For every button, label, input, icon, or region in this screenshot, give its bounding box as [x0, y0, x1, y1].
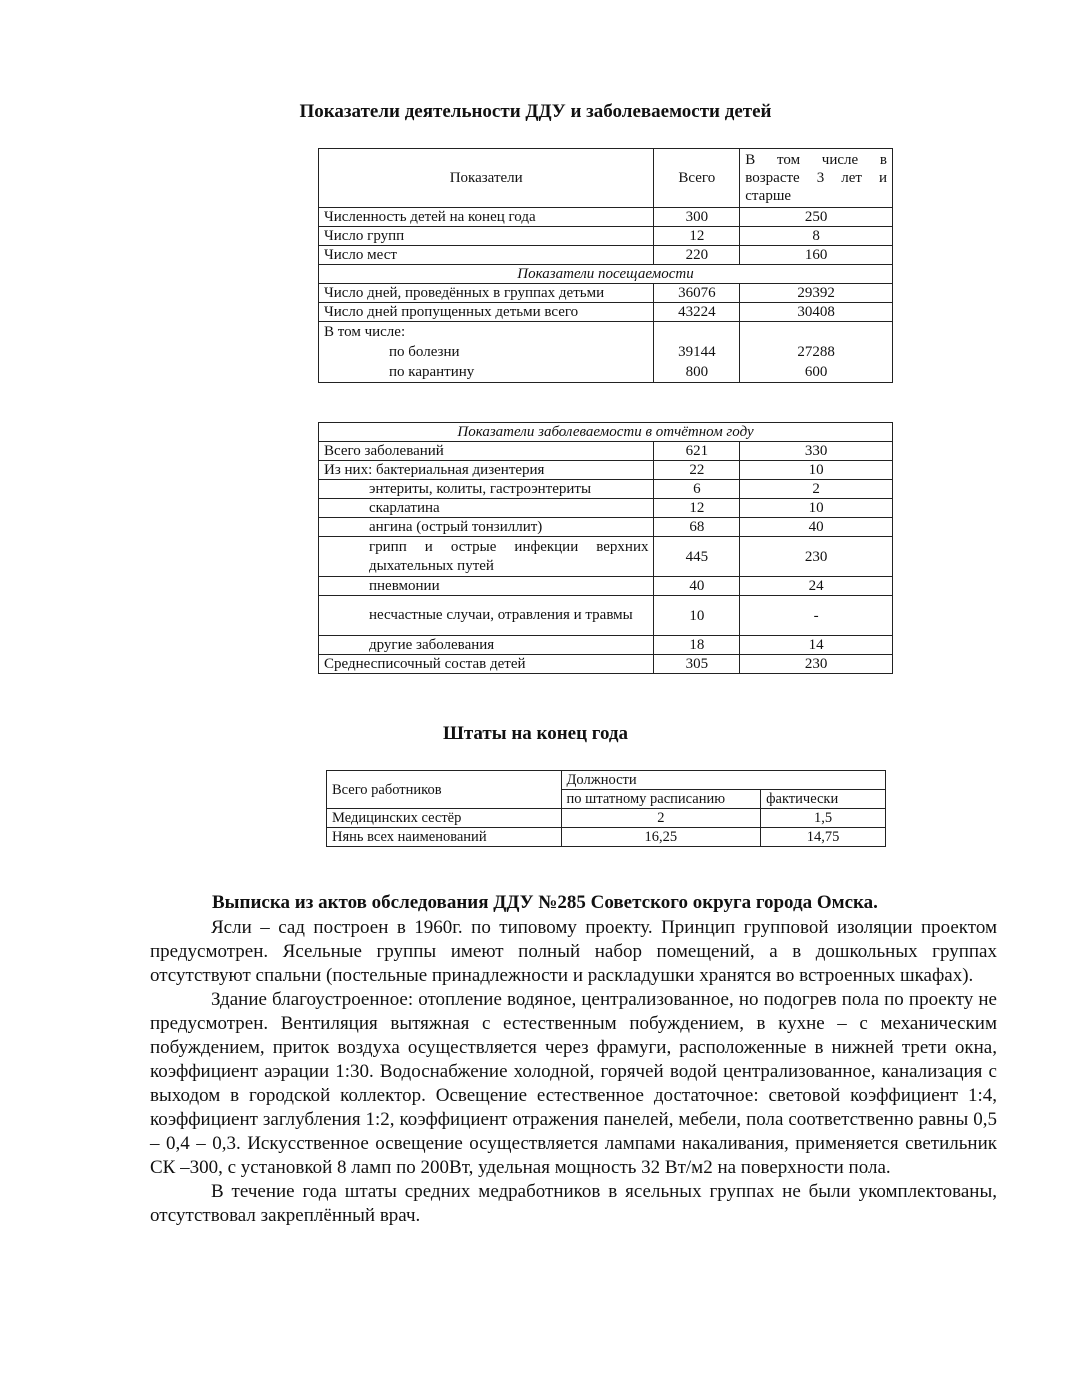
activity-table [318, 148, 893, 383]
row-total: 300 [654, 208, 740, 227]
staff-actual: 1,5 [761, 809, 886, 828]
row-label: Численность детей на конец года [319, 208, 654, 227]
row-older: 2 [740, 480, 893, 499]
including-total-cell [654, 322, 740, 383]
row-label: Число мест [319, 246, 654, 265]
row-label: Число дней пропущенных детьми всего [319, 303, 654, 322]
row-total: 36076 [654, 284, 740, 303]
inspection-text [150, 916, 997, 1228]
row-label: энтериты, колиты, гастроэнтериты [319, 480, 654, 499]
row-label: скарлатина [319, 499, 654, 518]
row-total: 220 [654, 246, 740, 265]
row-total: 18 [654, 636, 740, 655]
paragraph: Здание благоустроенное: отопление водяное, централизованное, но подогрев пола по проекту не предусмотрен. Вентиляция вытяжная с естественным побуждением, в кухне – с механическим побуждением, приток воздуха осуществляется через фрамуги, расположенные в нижней трети окна, коэффициент аэрации 1:30. Водоснабжение холодной, горячей водой централизованное, канализация с выходом в городской коллектор. Освещение естественное достаточное: световой коэффициент 1:4, коэффициент заглубления 1:2, коэффициент отражения панелей, мебели, пола соответственно равны 0,5 – 0,4 – 0,3. Искусственное освещение осуществляется лампами накаливания, применяется светильник СК –300, с установкой 8 ламп по 200Вт, удельная мощность 32 Вт/м2 на поверхности пола. [150, 989, 997, 1178]
row-label: пневмонии [319, 577, 654, 596]
row-label: Среднесписочный состав детей [319, 655, 654, 674]
including-older-cell [740, 322, 893, 383]
row-older: 14 [740, 636, 893, 655]
row-total: 621 [654, 442, 740, 461]
row-label: Всего заболеваний [319, 442, 654, 461]
row-older: 10 [740, 461, 893, 480]
row-label: ангина (острый тонзиллит) [319, 518, 654, 537]
staff-table [326, 770, 886, 847]
row-total: 43224 [654, 303, 740, 322]
row-total: 40 [654, 577, 740, 596]
row-total: 305 [654, 655, 740, 674]
row-total: 12 [654, 227, 740, 246]
sub-older: 600 [804, 364, 828, 380]
row-label: Число дней, проведённых в группах детьми [319, 284, 654, 303]
row-older: 330 [740, 442, 893, 461]
staff-label: Нянь всех наименований [327, 828, 562, 847]
inspection-heading: Выписка из актов обследования ДДУ №285 Советского округа города Омска. [212, 892, 878, 913]
sub-label: по карантину [389, 364, 475, 380]
row-older: 29392 [740, 284, 893, 303]
staff-planned: 2 [561, 809, 761, 828]
row-older: 40 [740, 518, 893, 537]
row-older: 30408 [740, 303, 893, 322]
header-older: В том числе в возрасте 3 лет и старше [740, 149, 893, 208]
row-total: 12 [654, 499, 740, 518]
header-total: Всего [654, 149, 740, 208]
row-label: Из них: бактериальная дизентерия [319, 461, 654, 480]
row-total: 6 [654, 480, 740, 499]
sub-label: по болезни [389, 344, 460, 360]
section-morbidity: Показатели заболеваемости в отчётном году [319, 423, 893, 442]
row-older: 250 [740, 208, 893, 227]
row-label: Число групп [319, 227, 654, 246]
row-label-text: несчастные случаи, отравления и травмы [369, 607, 633, 623]
morbidity-table [318, 422, 893, 674]
sub-older: 27288 [797, 344, 835, 360]
row-total: 445 [654, 537, 740, 577]
row-label-text: грипп и острые инфекции верхних дыхательных путей [369, 538, 649, 574]
header-indicators: Показатели [319, 149, 654, 208]
row-older: - [740, 596, 893, 636]
header-workers: Всего работников [327, 771, 562, 809]
row-label [319, 537, 654, 577]
sub-total: 800 [685, 364, 709, 380]
row-older: 10 [740, 499, 893, 518]
row-older: 160 [740, 246, 893, 265]
row-older: 230 [740, 537, 893, 577]
row-total: 10 [654, 596, 740, 636]
including-label: В том числе: [324, 324, 406, 340]
sub-total: 39144 [678, 344, 716, 360]
staff-actual: 14,75 [761, 828, 886, 847]
row-older: 230 [740, 655, 893, 674]
title-staff: Штаты на конец года [442, 723, 629, 744]
including-cell [319, 322, 654, 383]
staff-planned: 16,25 [561, 828, 761, 847]
row-total: 68 [654, 518, 740, 537]
header-planned: по штатному расписанию [561, 790, 761, 809]
row-older: 24 [740, 577, 893, 596]
title-activity-indicators: Показатели деятельности ДДУ и заболеваемости детей [299, 101, 772, 122]
row-total: 22 [654, 461, 740, 480]
row-label [319, 596, 654, 636]
row-older: 8 [740, 227, 893, 246]
header-positions: Должности [561, 771, 885, 790]
row-label: другие заболевания [319, 636, 654, 655]
header-actual: фактически [761, 790, 886, 809]
staff-label: Медицинских сестёр [327, 809, 562, 828]
paragraph: В течение года штаты средних медработников в ясельных группах не были укомплектованы, отсутствовал закреплённый врач. [150, 1181, 997, 1226]
paragraph: Ясли – сад построен в 1960г. по типовому проекту. Принцип групповой изоляции проектом предусмотрен. Ясельные группы имеют полный набор помещений, а в дошкольных группах отсутствуют спальни (постельные принадлежности и раскладушки хранятся во встроенных шкафах). [150, 917, 997, 986]
section-attendance: Показатели посещаемости [319, 265, 893, 284]
